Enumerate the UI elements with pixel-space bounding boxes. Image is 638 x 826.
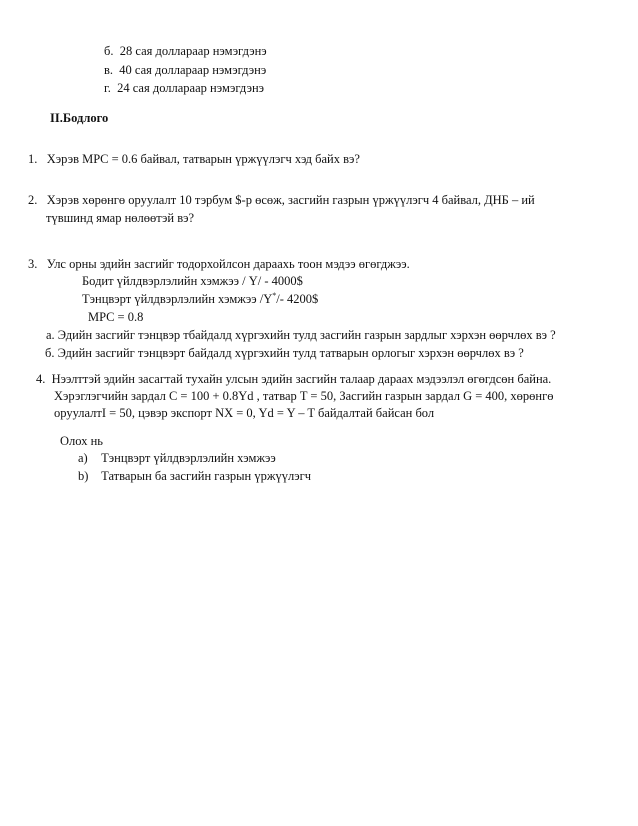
- problem-text-line-2: түвшинд ямар нөлөөтэй вэ?: [46, 211, 195, 225]
- option-v: [104, 62, 266, 78]
- option-marker: г.: [104, 81, 111, 95]
- problem-text: Хэрэв MPC = 0.6 байвал, татварын үржүүлэгч хэд байх вэ?: [46, 152, 360, 166]
- mpc-value: MPC = 0.8: [88, 310, 144, 324]
- option-marker: б.: [104, 44, 114, 58]
- equilibrium-output: [82, 291, 318, 307]
- find-item-b: [78, 468, 311, 484]
- option-text: 40 сая доллараар нэмэгдэнэ: [119, 63, 267, 77]
- question-b: б. Эдийн засгийг тэнцвэрт байдалд хүргэхийн тулд татварын орлогыг хэрхэн өөрчлөх вэ ?: [45, 346, 524, 360]
- problem-number: 2.: [28, 193, 38, 207]
- option-b: [104, 43, 267, 59]
- option-g: [104, 80, 264, 96]
- problem-text-line-1: Нээлттэй эдийн засагтай тухайн улсын эдийн засгийн талаар дараах мэдээлэл өгөгдсөн байна.: [51, 372, 552, 386]
- item-text: Тэнцвэрт үйлдвэрлэлийн хэмжээ: [101, 451, 276, 465]
- problem-intro: Улс орны эдийн засгийг тодорхойлсон дараахь тоон мэдээ өгөгджээ.: [46, 257, 410, 271]
- problem-2: [28, 192, 535, 208]
- find-item-a: [78, 450, 276, 466]
- option-text: 24 сая доллараар нэмэгдэнэ: [117, 81, 264, 95]
- problem-number: 4.: [36, 372, 46, 386]
- item-marker: b): [78, 469, 89, 483]
- find-label: Олох нь: [60, 434, 103, 448]
- problem-1: [28, 151, 360, 167]
- problem-4: [36, 371, 551, 387]
- item-marker: a): [78, 451, 88, 465]
- equilibrium-output-superscript: *: [272, 290, 277, 300]
- problem-text-line-3: оруулалтI = 50, цэвэр экспорт NX = 0, Yd = Y – T байдалтай байсан бол: [54, 406, 435, 420]
- problem-number: 1.: [28, 152, 38, 166]
- problem-text-line-2: Хэрэглэгчийн зардал C = 100 + 0.8Yd , татвар T = 50, Засгийн газрын зардал G = 400, хөрөнгө: [54, 389, 554, 403]
- equilibrium-output-text: Тэнцвэрт үйлдвэрлэлийн хэмжээ /Y: [82, 292, 273, 306]
- question-a: а. Эдийн засгийг тэнцвэр тбайдалд хүргэхийн тулд засгийн газрын зардлыг хэрхэн өөрчлөх вэ ?: [46, 328, 556, 342]
- equilibrium-output-value: /- 4200$: [276, 292, 319, 306]
- problem-text-line-1: Хэрэв хөрөнгө оруулалт 10 тэрбум $-р өсөж, засгийн газрын үржүүлэгч 4 байвал, ДНБ – ий: [46, 193, 535, 207]
- option-marker: в.: [104, 63, 114, 77]
- problem-3: [28, 256, 410, 272]
- item-text: Татварын ба засгийн газрын үржүүлэгч: [101, 469, 312, 483]
- option-text: 28 сая доллараар нэмэгдэнэ: [119, 44, 267, 58]
- actual-output: Бодит үйлдвэрлэлийн хэмжээ / Y/ - 4000$: [82, 274, 303, 288]
- section-heading: II.Бодлого: [50, 111, 109, 125]
- problem-number: 3.: [28, 257, 38, 271]
